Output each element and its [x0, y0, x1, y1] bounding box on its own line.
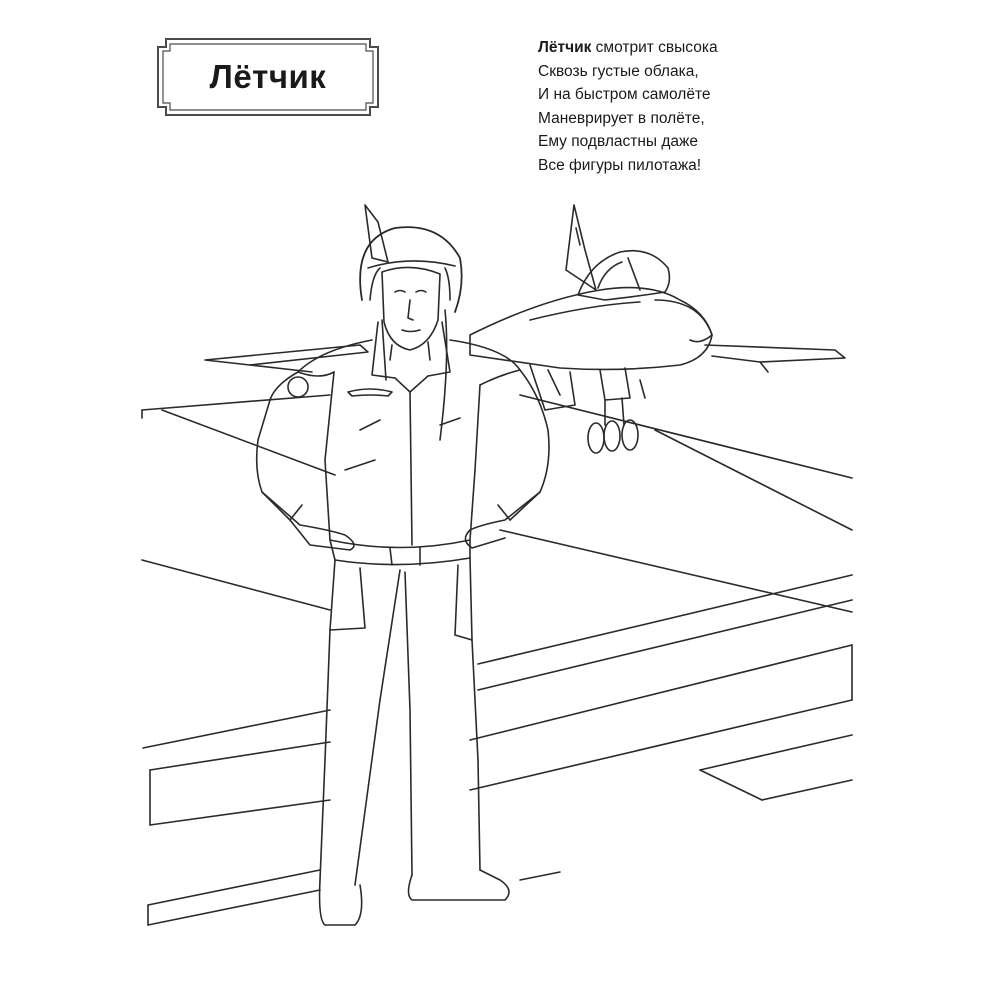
poem-line-1 — [538, 36, 798, 60]
title-plate — [156, 37, 380, 117]
fighter-jet — [205, 205, 845, 453]
pilot-figure — [257, 227, 549, 925]
runway-lines — [142, 395, 852, 925]
poem-line-4: Маневрирует в полёте, — [538, 109, 705, 127]
poem — [538, 36, 798, 177]
poem-line-1-rest: смотрит свысока — [591, 39, 718, 56]
poem-line-5: Ему подвластны даже — [538, 133, 698, 150]
page-title: Лётчик — [209, 58, 327, 95]
poem-bold-word: Лётчик — [538, 39, 592, 56]
poem-line-3: И на быстром самолёте — [538, 86, 711, 103]
poem-line-6: Все фигуры пилотажа! — [538, 156, 702, 174]
poem-line-2: Сквозь густые облака, — [538, 62, 699, 80]
